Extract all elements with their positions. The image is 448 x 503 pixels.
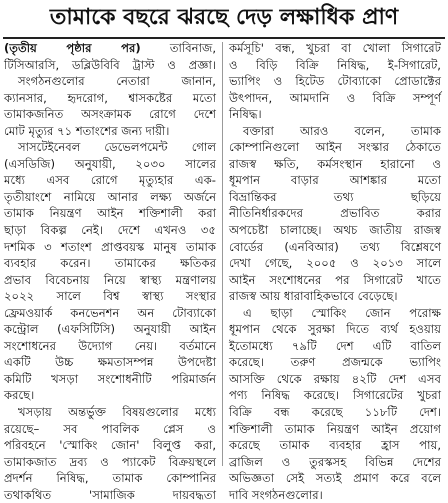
article-line: তামাকজাত দ্রব্য ও প্যাকেট বিক্রয়স্থলে [4, 454, 216, 469]
article-line: নীতিনির্ধারকদের প্রভাবিত করার [229, 206, 441, 221]
article-line: সংগঠনগুলোর নেতারা জানান, [18, 74, 216, 89]
article-line: ছাড়া বিকল্প নেই। দেশে এখনও ৩৫ [4, 223, 216, 238]
article-line: উৎপাদন, আমদানি ও বিক্রি সম্পূর্ণ [229, 90, 441, 105]
article-line: ধূমপান থেকে সুরক্ষা দিতে ব্যর্থ হওয়ায় [229, 322, 441, 337]
article-line: করেছে। তরুণ প্রজন্মকে ভ্যাপিং [229, 355, 441, 370]
article-line: প্রদর্শন নিষিদ্ধ, তামাক কোম্পানির [4, 471, 216, 486]
article-line: করছে। [4, 388, 35, 403]
headline: তামাকে বছরে ঝরছে দেড় লক্ষাধিক প্রাণ [49, 4, 399, 30]
article-line: তৃতীয়াংশে নামিয়ে আনার লক্ষ্য অর্জনে [4, 189, 216, 204]
article-line: বোর্ডের (এনবিআর) তথ্য বিশ্লেষণে [229, 239, 441, 254]
article-line: ২০২২ সালে বিশ্ব স্বাস্থ্য সংস্থার [4, 289, 216, 304]
article-line: শক্তিশালী তামাক নিয়ন্ত্রণ আইন প্রয়োগ [229, 421, 441, 436]
article-line: মোট মৃত্যুর ৭১ শতাংশের জন্য দায়ী। [4, 123, 170, 138]
article-line: রয়েছে– সব পাবলিক প্লেস ও [4, 421, 216, 436]
column-divider [222, 42, 223, 466]
article-line: অপচেষ্টা চালাচ্ছে। অথচ জাতীয় রাজস্ব [229, 223, 441, 238]
article-line: ও বিড়ি বিক্রি নিষিদ্ধ, ই-সিগারেট, [229, 57, 441, 72]
article-line: ব্যবহার করেন। তামাকের ক্ষতিকর [4, 256, 216, 271]
article-line: মধ্যে এসব রোগে মৃত্যুহার এক- [4, 173, 216, 188]
article-line: (এসডিজি) অনুযায়ী, ২০৩০ সালের [4, 156, 216, 171]
article-line: ইতোমধ্যে ৭৯টি দেশ এটি বাতিল [229, 338, 441, 353]
article-line: খসড়ায় অন্তর্ভুক্ত বিষয়গুলোর মধ্যে [18, 405, 216, 420]
article-line: প্রভাব বিবেচনায় নিয়ে স্বাস্থ্য মন্ত্রণালয় [4, 272, 216, 287]
article-line: তামাকজনিত অসংক্রামক রোগে দেশে [4, 107, 216, 122]
article-line: অভিজ্ঞতা সেই সত্যই প্রমাণ করে বলে [229, 471, 441, 486]
headline-rule [3, 37, 445, 39]
article-line: বক্তারা আরও বলেন, তামাক [243, 123, 441, 138]
article-line: ফ্রেমওয়ার্ক কনভেনশন অন টোব্যাকো [4, 305, 216, 320]
article-line: আসক্তি থেকে রক্ষায় ৪২টি দেশ এসব [229, 371, 441, 386]
article-column-right [229, 40, 441, 502]
article-line: সংশোধনের উদ্যোগ নেয়। বর্তমানে [4, 338, 216, 353]
article-line: পণ্য নিষিদ্ধ করেছে। সিগারেটের খুচরা [229, 388, 441, 403]
article-column-left [4, 40, 217, 502]
continuation-label: (তৃতীয় পৃষ্ঠার পর) [4, 41, 141, 55]
article-line: দাবি সংগঠনগুলোর। [229, 487, 323, 502]
article-line: ব্রাজিল ও তুরস্কসহ বিভিন্ন দেশের [229, 454, 441, 469]
article-line: নিষিদ্ধ। [229, 107, 262, 122]
article-line: পরিবহনে 'স্মোকিং জোন' বিলুপ্ত করা, [4, 438, 216, 453]
article-line: সাসটেইনেবল ডেভেলপমেন্ট গোল [18, 140, 216, 155]
article-line: একটি উচ্চ ক্ষমতাসম্পন্ন উপদেষ্টা [4, 355, 216, 370]
article-line: তথাকথিত 'সামাজিক দায়বদ্ধতা [4, 487, 216, 502]
article-line: আইন সংশোধনের পর সিগারেট খাতে [229, 272, 441, 287]
article-line: কন্ট্রোল (এফসিটিসি) অনুযায়ী আইন [4, 322, 216, 337]
article-line [4, 40, 216, 57]
article-line-text: তাবিনাজ, [169, 41, 217, 55]
article-line: টিসিআরসি, ডব্লিউবিবি ট্রাস্ট ও প্রজ্ঞা। [4, 57, 216, 72]
article-line: বিভ্রান্তিকর তথ্য ছড়িয়ে [229, 189, 441, 204]
article-line: কোম্পানিগুলো আইন সংস্কার ঠেকাতে [229, 140, 441, 155]
article-line: ভ্যাপিং ও হিটেড টোব্যাকো প্রোডাক্টের [229, 74, 441, 89]
article-line: ধূমপান বাড়ার আশঙ্কার মতো [229, 173, 441, 188]
article-line: রাজস্ব আয় ধারাবাহিকভাবে বেড়েছে। [229, 289, 398, 304]
article-line: বিক্রি বন্ধ করেছে ১১৮টি দেশ। [229, 405, 441, 420]
article-line: দেখা গেছে, ২০০৫ ও ২০১৩ সালে [229, 256, 441, 271]
article-line: কর্মসূচি' বন্ধ, খুচরা বা খোলা সিগারেট [229, 41, 441, 55]
article-line: ক্যানসার, হৃদরোগ, শ্বাসকষ্টের মতো [4, 90, 216, 105]
article-line: করেছে তামাক ব্যবহার হ্রাস পায়, [229, 438, 441, 453]
article-line: দশমিক ৩ শতাংশ প্রাপ্তবয়স্ক মানুষ তামাক [4, 239, 216, 254]
article-line: তামাক নিয়ন্ত্রণ আইন শক্তিশালী করা [4, 206, 216, 221]
article-line: রাজস্ব ক্ষতি, কর্মসংস্থান হারানো ও [229, 156, 441, 171]
article-line: এ ছাড়া স্মোকিং জোন পরোক্ষ [243, 305, 441, 320]
article-line: কমিটি খসড়া সংশোধনীটি পরিমার্জন [4, 371, 216, 386]
